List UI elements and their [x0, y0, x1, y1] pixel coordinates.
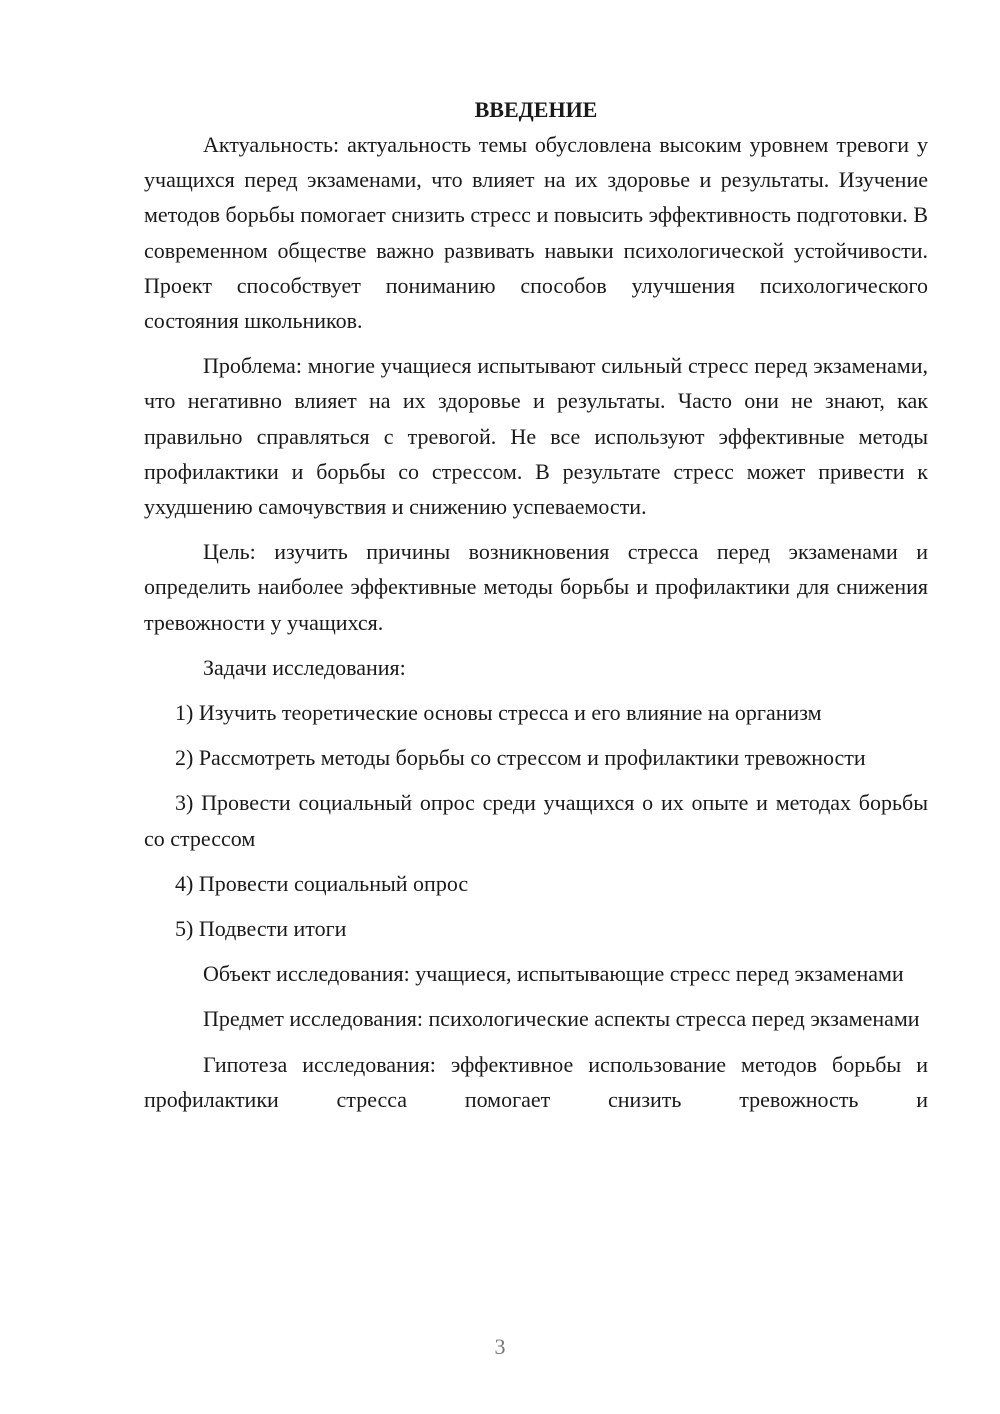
goal-paragraph: Цель: изучить причины возникновения стресса перед экзаменами и определить наиболее эффективные методы борьбы и профилактики для снижения тревожности у учащихся. — [144, 539, 928, 635]
task-item-3: 3) Провести социальный опрос среди учащихся о их опыте и методах борьбы со стрессом — [144, 790, 928, 851]
problem-paragraph: Проблема: многие учащиеся испытывают сильный стресс перед экзаменами, что негативно влияет на их здоровье и результаты. Часто они не знают, как правильно справляться с тревогой. Не все используют эффективные методы профилактики и борьбы со стрессом. В результате стресс может привести к ухудшению самочувствия и снижению успеваемости. — [144, 353, 928, 520]
task-item-1: 1) Изучить теоретические основы стресса и его влияние на организм — [175, 700, 822, 726]
page-title: ВВЕДЕНИЕ — [474, 97, 598, 122]
task-item-4: 4) Провести социальный опрос — [175, 870, 469, 896]
task-item-2: 2) Рассмотреть методы борьбы со стрессом и профилактики тревожности — [175, 745, 866, 771]
tasks-heading: Задачи исследования: — [203, 654, 406, 680]
hypothesis-paragraph: Гипотеза исследования: эффективное использование методов борьбы и профилактики стресса помогает снизить тревожность и — [144, 1051, 928, 1112]
subject-paragraph: Предмет исследования: психологические аспекты стресса перед экзаменами — [203, 1006, 920, 1032]
page-number: 3 — [494, 1334, 506, 1359]
task-item-5: 5) Подвести итоги — [175, 916, 347, 942]
document-page — [144, 95, 928, 1127]
object-paragraph: Объект исследования: учащиеся, испытывающие стресс перед экзаменами — [203, 961, 904, 987]
relevance-paragraph: Актуальность: актуальность темы обусловлена высоким уровнем тревоги у учащихся перед экзаменами, что влияет на их здоровье и результаты. Изучение методов борьбы помогает снизить стресс и повысить эффективность подготовки. В современном обществе важно развивать навыки психологической устойчивости. Проект способствует пониманию способов улучшения психологического состояния школьников. — [144, 132, 928, 334]
